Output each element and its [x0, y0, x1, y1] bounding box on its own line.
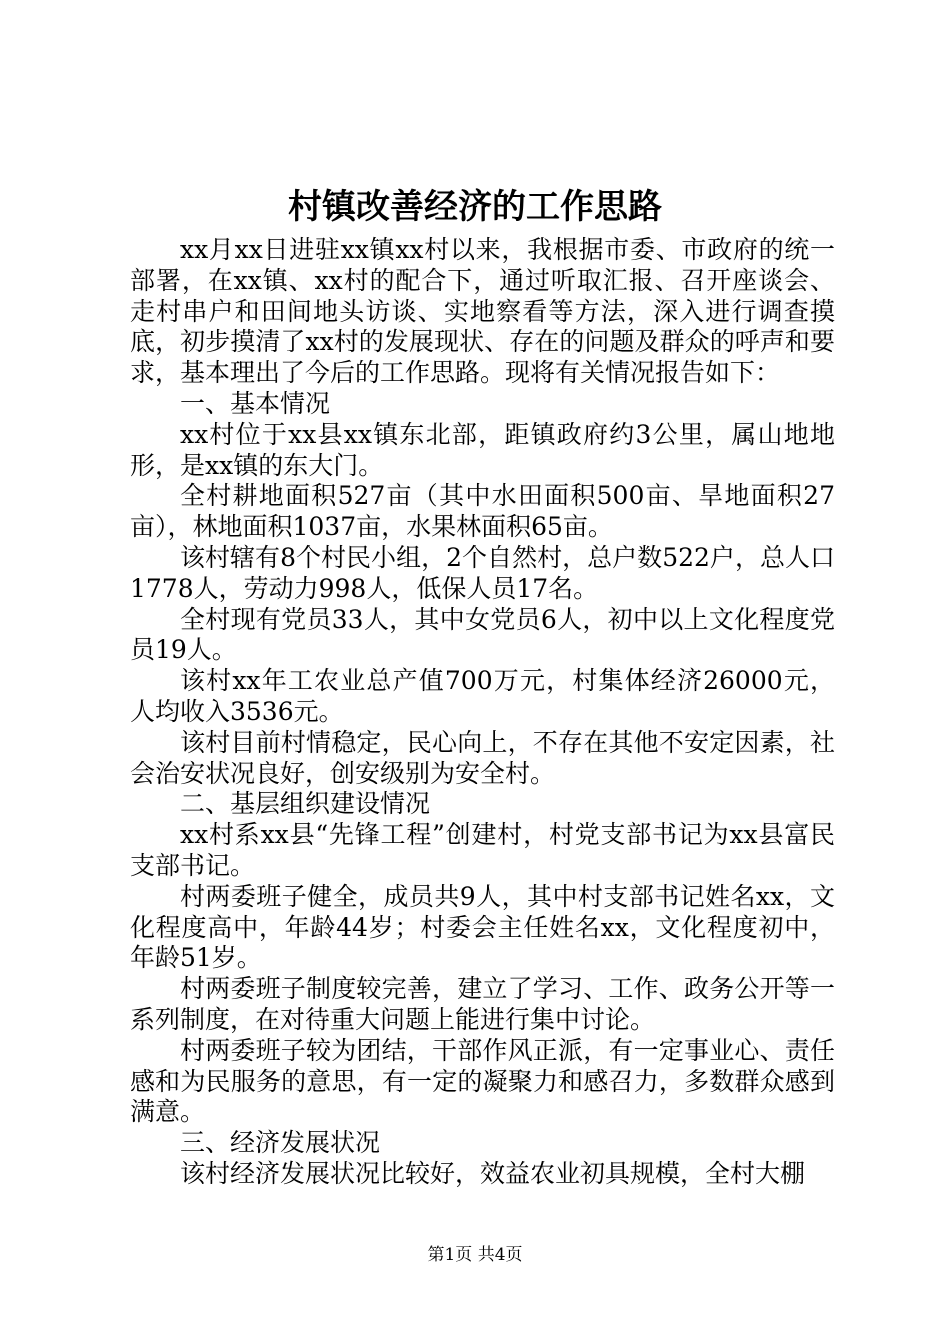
paragraph-population: 该村辖有8个村民小组，2个自然村，总户数522户，总人口1778人，劳动力998人，低保人员17名。 [130, 542, 835, 603]
page-number-footer: 第1页 共4页 [427, 1245, 523, 1265]
paragraph-land-area: 全村耕地面积527亩（其中水田面积500亩、旱地面积27亩），林地面积1037亩，水果林面积65亩。 [130, 481, 835, 542]
paragraph-committee-unity: 村两委班子较为团结，干部作风正派，有一定事业心、责任感和为民服务的意思，有一定的凝聚力和感召力，多数群众感到满意。 [130, 1035, 835, 1127]
document-body [130, 235, 835, 1190]
paragraph-economy: 该村经济发展状况比较好，效益农业初具规模，全村大棚 [180, 1158, 806, 1188]
section-heading-organization: 二、基层组织建设情况 [180, 789, 431, 819]
paragraph-stability: 该村目前村情稳定，民心向上，不存在其他不安定因素，社会治安状况良好，创安级别为安全村。 [130, 727, 835, 788]
paragraph-committee-members: 村两委班子健全，成员共9人，其中村支部书记姓名xx，文化程度高中，年龄44岁；村委会主任姓名xx，文化程度初中，年龄51岁。 [130, 881, 835, 973]
section-heading-basic-info: 一、基本情况 [180, 388, 331, 418]
document-title: 村镇改善经济的工作思路 [288, 187, 662, 227]
paragraph-intro: xx月xx日进驻xx镇xx村以来，我根据市委、市政府的统一部署，在xx镇、xx村的配合下，通过听取汇报、召开座谈会、走村串户和田间地头访谈、实地察看等方法，深入进行调查摸底，初步摸清了xx村的发展现状、存在的问题及群众的呼声和要求，基本理出了今后的工作思路。现将有关情况报告如下： [130, 235, 835, 388]
paragraph-output-value: 该村xx年工农业总产值700万元，村集体经济26000元，人均收入3536元。 [130, 666, 835, 726]
paragraph-location: xx村位于xx县xx镇东北部，距镇政府约3公里，属山地地形，是xx镇的东大门。 [130, 419, 835, 480]
paragraph-party-members: 全村现有党员33人，其中女党员6人，初中以上文化程度党员19人。 [130, 604, 835, 665]
section-heading-economy: 三、经济发展状况 [180, 1128, 381, 1158]
paragraph-pioneer-project: xx村系xx县“先锋工程”创建村，村党支部书记为xx县富民支部书记。 [130, 820, 835, 880]
paragraph-committee-system: 村两委班子制度较完善，建立了学习、工作、政务公开等一系列制度，在对待重大问题上能进行集中讨论。 [130, 974, 835, 1034]
